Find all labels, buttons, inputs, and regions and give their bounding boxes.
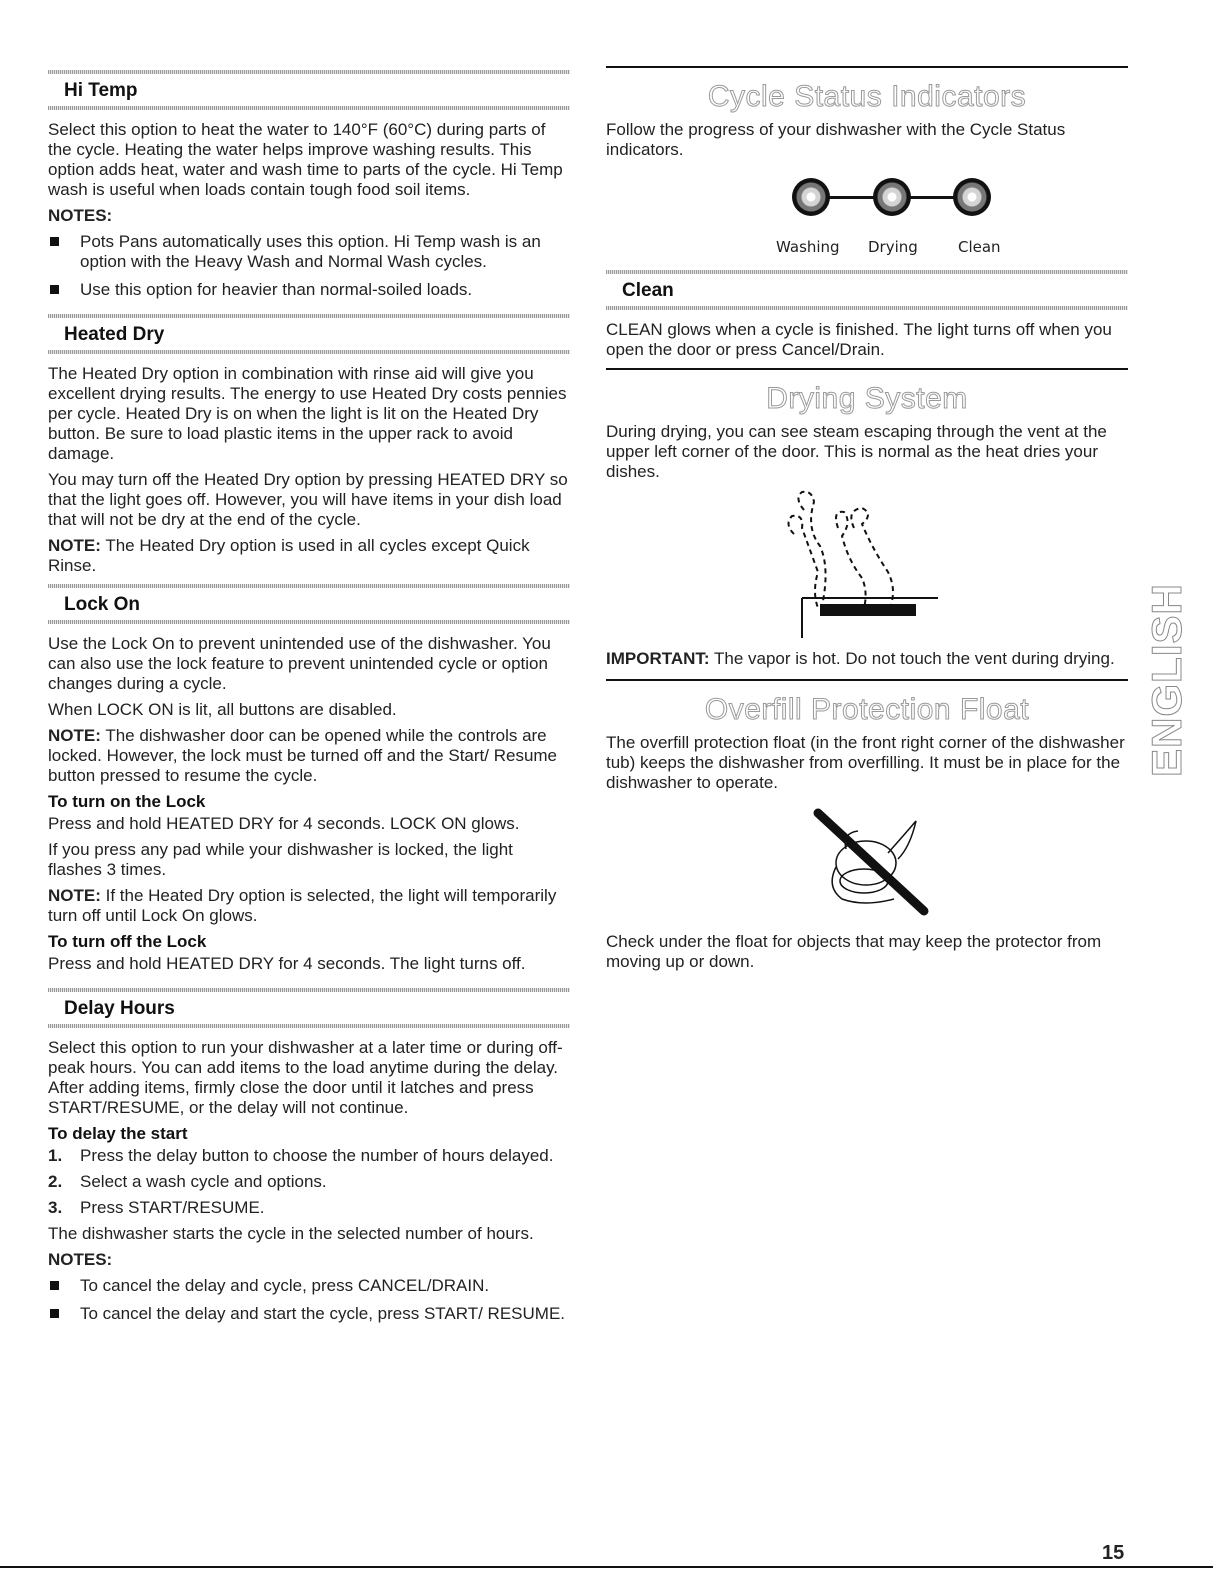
delay-hours-heading: Delay Hours: [48, 988, 570, 1028]
lock-on-heading: Lock On: [48, 584, 570, 624]
language-side-tab-label: ENGLISH: [1143, 583, 1190, 777]
delay-hours-p1: Select this option to run your dishwasher at a later time or during off-peak hours. You can add items to the load anytime during the delay. After adding items, firmly close the door until it latches and press START/RESUME, or the delay will not continue.: [48, 1038, 563, 1117]
drying-label: Drying: [868, 238, 918, 256]
lock-on-note2: [48, 886, 570, 926]
washing-label: Washing: [776, 238, 840, 256]
delay-hours-p2: The dishwasher starts the cycle in the selected number of hours.: [48, 1224, 534, 1243]
list-item: Use this option for heavier than normal-soiled loads.: [48, 280, 570, 300]
step-number: 1.: [48, 1146, 63, 1165]
turn-off-p: Press and hold HEATED DRY for 4 seconds. The light turns off.: [48, 954, 526, 973]
list-item: [48, 1172, 570, 1192]
hi-temp-heading: Hi Temp: [48, 70, 570, 110]
step-text: Press the delay button to choose the number of hours delayed.: [80, 1146, 554, 1165]
step-text: Select a wash cycle and options.: [80, 1172, 327, 1191]
note-text: The Heated Dry option is used in all cycles except Quick Rinse.: [48, 536, 530, 575]
turn-on-p2: If you press any pad while your dishwasher is locked, the light flashes 3 times.: [48, 840, 513, 879]
important-label: IMPORTANT:: [606, 649, 710, 668]
overfill-title: Overfill Protection Float: [704, 693, 1030, 726]
drying-system-section: [606, 382, 1128, 669]
hi-temp-notes-label: NOTES:: [48, 206, 113, 225]
cycle-status-body: Follow the progress of your dishwasher with the Cycle Status indicators.: [606, 120, 1066, 159]
heated-dry-p2: You may turn off the Heated Dry option by pressing HEATED DRY so that the light goes off. However, you will have items in your dish load that will not be dry at the end of the cycle.: [48, 470, 568, 529]
lock-on-note1: [48, 726, 570, 786]
turn-on-lock-heading: To turn on the Lock: [48, 792, 206, 811]
section-divider: [606, 679, 1128, 681]
overfill-float-illustration: [606, 799, 1128, 919]
clean-heading: Clean: [606, 270, 1128, 310]
lock-on-p1: Use the Lock On to prevent unintended use of the dishwasher. You can also use the lock feature to prevent unintended cycle or option changes during a cycle.: [48, 634, 551, 693]
clean-indicator-light: [953, 178, 991, 216]
note-text: If the Heated Dry option is selected, the light will temporarily turn off until Lock On glows.: [48, 886, 557, 925]
hi-temp-notes-list: [48, 232, 570, 300]
delay-notes-list: [48, 1276, 570, 1324]
note-text: The dishwasher door can be opened while the controls are locked. However, the lock must be turned off and the Start/ Resume button pressed to resume the cycle.: [48, 726, 558, 785]
heated-dry-heading: Heated Dry: [48, 314, 570, 354]
note-label: NOTE:: [48, 726, 101, 745]
cycle-status-title: Cycle Status Indicators: [707, 80, 1027, 113]
turn-off-lock-heading: To turn off the Lock: [48, 932, 207, 951]
overfill-body: The overfill protection float (in the front right corner of the dishwasher tub) keeps the dishwasher from overfilling. It must be in place for the dishwasher to operate.: [606, 733, 1125, 792]
lock-on-p2: When LOCK ON is lit, all buttons are disabled.: [48, 700, 397, 719]
vent-steam-illustration: [606, 488, 1128, 640]
left-column: [48, 70, 570, 1332]
step-number: 3.: [48, 1198, 63, 1217]
cycle-status-section: [606, 80, 1128, 264]
hi-temp-body: Select this option to heat the water to 140°F (60°C) during parts of the cycle. Heating the water helps improve washing results. This option adds heat, water and wash time to parts of the cycle. Hi Temp wash is useful when loads contain tough food soil items.: [48, 120, 563, 199]
note-label: NOTE:: [48, 886, 101, 905]
note-label: NOTE:: [48, 536, 101, 555]
page-number: 15: [1102, 1542, 1125, 1564]
drying-important: [606, 649, 1128, 669]
clean-label: Clean: [958, 238, 1001, 256]
hi-temp-section: [48, 70, 570, 300]
delay-hours-section: [48, 988, 570, 1324]
step-text: Press START/RESUME.: [80, 1198, 265, 1217]
clean-body: CLEAN glows when a cycle is finished. The light turns off when you open the door or press Cancel/Drain.: [606, 320, 1112, 359]
vent-bar: [820, 604, 916, 616]
drying-system-body: During drying, you can see steam escaping through the vent at the upper left corner of the door. This is normal as the heat dries your dishes.: [606, 422, 1107, 481]
drying-system-title: Drying System: [766, 382, 968, 415]
list-item: To cancel the delay and start the cycle, press START/ RESUME.: [48, 1304, 570, 1324]
delay-start-heading: To delay the start: [48, 1124, 188, 1143]
list-item: [48, 1198, 570, 1218]
delay-notes-label: NOTES:: [48, 1250, 113, 1269]
important-text: The vapor is hot. Do not touch the vent during drying.: [713, 649, 1115, 668]
language-side-tab: [1143, 583, 1190, 777]
heated-dry-p1: The Heated Dry option in combination with rinse aid will give you excellent drying results. The energy to use Heated Dry costs pennies per cycle. Heated Dry is on when the light is lit on the Heated Dry button. Be sure to load plastic items in the upper rack to avoid damage.: [48, 364, 567, 463]
cycle-status-labels: [606, 238, 1128, 264]
section-divider: [606, 66, 1128, 68]
list-item: To cancel the delay and cycle, press CANCEL/DRAIN.: [48, 1276, 570, 1296]
step-number: 2.: [48, 1172, 63, 1191]
right-column: [606, 66, 1128, 978]
heated-dry-note: [48, 536, 570, 576]
lock-on-section: [48, 584, 570, 974]
washing-indicator-light: [792, 178, 830, 216]
overfill-section: [606, 693, 1128, 972]
list-item: Pots Pans automatically uses this option. Hi Temp wash is an option with the Heavy Wash and Normal Wash cycles.: [48, 232, 570, 272]
section-divider: [606, 368, 1128, 370]
page-bottom-rule: [0, 1566, 1213, 1568]
overfill-check: Check under the float for objects that may keep the protector from moving up or down.: [606, 932, 1102, 971]
list-item: [48, 1146, 570, 1166]
clean-section: [606, 270, 1128, 360]
drying-indicator-light: [873, 178, 911, 216]
heated-dry-section: [48, 314, 570, 576]
delay-steps-list: [48, 1146, 570, 1218]
cycle-status-figure: [606, 168, 1128, 232]
turn-on-p1: Press and hold HEATED DRY for 4 seconds. LOCK ON glows.: [48, 814, 520, 833]
